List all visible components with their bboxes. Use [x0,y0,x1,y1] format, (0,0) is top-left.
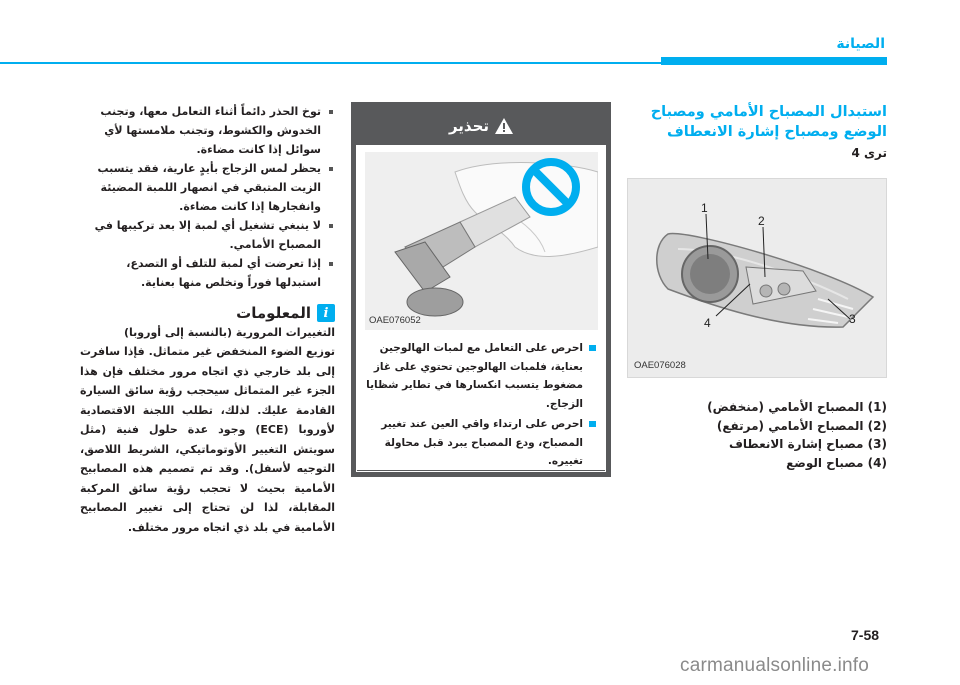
bullet-icon [329,224,333,228]
figure-caption: OAE076052 [369,315,421,326]
figure-caption: OAE076028 [634,360,686,371]
warning-list [361,339,596,473]
chapter-title: الصيانة [836,36,885,52]
handling-bullets [80,102,335,292]
callout-1: 1 [701,201,708,215]
legend-item: (1) المصباح الأمامي (منخفض) [707,400,887,414]
warning-header [356,107,606,145]
callout-2: 2 [758,214,765,228]
right-column [625,102,887,162]
legend-item: (3) مصباح إشارة الانعطاف [728,437,887,451]
bullet-icon [329,262,333,266]
watermark: carmanualsonline.info [680,655,870,676]
list-item: يحظر لمس الزجاج بأيدٍ عارية، فقد يتسبب الزيت المتبقي في انصهار اللمبة المضيئة وانفجارها إذا كانت مضاءة. [80,159,335,216]
bullet-icon [329,110,333,114]
bulb-handling-figure [365,152,598,330]
left-column [80,102,335,537]
section-heading: استبدال المصباح الأمامي ومصباح الوضع ومصباح إشارة الانعطاف [650,104,887,140]
list-item: لا ينبغي تشغيل أي لمبة إلا بعد تركيبها في المصباح الأمامي. [80,216,335,254]
bullet-square-icon [589,421,596,427]
page-number: 7-58 [851,627,880,643]
headlamp-illustration [628,179,886,377]
info-subtitle: التغييرات المرورية (بالنسبة إلى أوروبا) [123,326,335,339]
info-title: المعلومات [236,304,311,322]
info-heading [80,304,335,322]
see-reference: ترى 4 [851,146,887,160]
header-rule-accent [661,57,887,65]
warning-box [351,102,611,477]
warning-title: تحذير [448,117,490,135]
info-icon: i [317,304,335,322]
callout-3: 3 [849,312,856,326]
bullet-square-icon [589,345,596,351]
callout-4: 4 [704,316,711,330]
legend-item: (4) مصباح الوضع [786,455,887,470]
list-item: احرص على التعامل مع لمبات الهالوجين بعناية، فلمبات الهالوجين تحتوي على غاز مضغوط يتسبب انكسارها في تطاير شظايا الزجاج. [361,339,596,413]
bulb-hand-illustration [365,152,598,330]
list-item: احرص على ارتداء واقي العين عند تغيير المصباح، ودع المصباح يبرد قبل محاولة تغييره. [361,415,596,471]
legend-item: (2) المصباح الأمامي (مرتفع) [716,418,887,433]
header-rule [0,62,661,64]
headlamp-figure [627,178,887,378]
list-item: إذا تعرضت أي لمبة للتلف أو التصدع، استبدلها فوراً وتخلص منها بعناية. [80,254,335,292]
bullet-icon [329,167,333,171]
warning-triangle-icon [495,118,513,134]
figure-legend [637,398,887,472]
info-body: توزيع الضوء المنخفض غير متماثل. فإذا سافرت إلى بلد خارجي ذي اتجاه مرور مختلف فإن هذا الجزء غير المتماثل سيحجب رؤية سائق السيارة القادمة عليك. لذلك، تطلب اللجنة الاقتصادية لأوروبا (ECE) وجود عدة حلول فنية (مثل سويتش التغيير الأوتوماتيكي، الشريط اللاصق، التوجيه لأسفل). وقد تم تصميم هذه المصابيح الأمامية بحيث لا تحجب رؤية سائق المركبة المقابلة، لذا لن تحتاج إلى تغيير المصابيح الأمامية في بلد ذي اتجاه مرور مختلف. [80,345,335,534]
list-item: توخ الحذر دائماً أثناء التعامل معها، وتجنب الخدوش والكشوط، وتجنب ملامستها لأي سوائل إذا كانت مضاءة. [80,102,335,159]
